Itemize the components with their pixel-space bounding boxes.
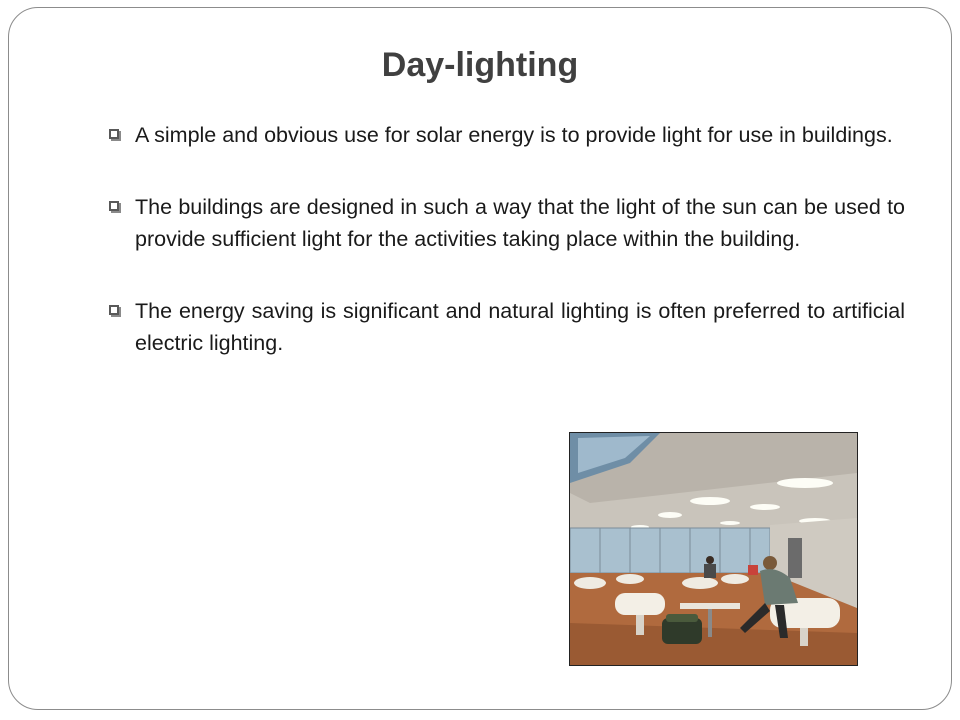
daylit-interior-photo	[569, 432, 858, 666]
bullet-text: A simple and obvious use for solar energy is to provide light for use in buildings.	[135, 123, 893, 147]
bullet-text: The energy saving is significant and natural lighting is often preferred to artificial electric lighting.	[135, 299, 905, 355]
slide-title: Day-lighting	[381, 46, 579, 84]
square-bullet-icon	[109, 305, 119, 315]
bullet-item	[105, 191, 905, 255]
interior-illustration	[570, 433, 857, 665]
bullet-list	[105, 119, 905, 399]
slide	[8, 7, 952, 710]
bullet-item	[105, 119, 905, 151]
bullet-item	[105, 295, 905, 359]
bullet-text: The buildings are designed in such a way that the light of the sun can be used to provide sufficient light for the activities taking place within the building.	[135, 195, 905, 251]
square-bullet-icon	[109, 201, 119, 211]
square-bullet-icon	[109, 129, 119, 139]
